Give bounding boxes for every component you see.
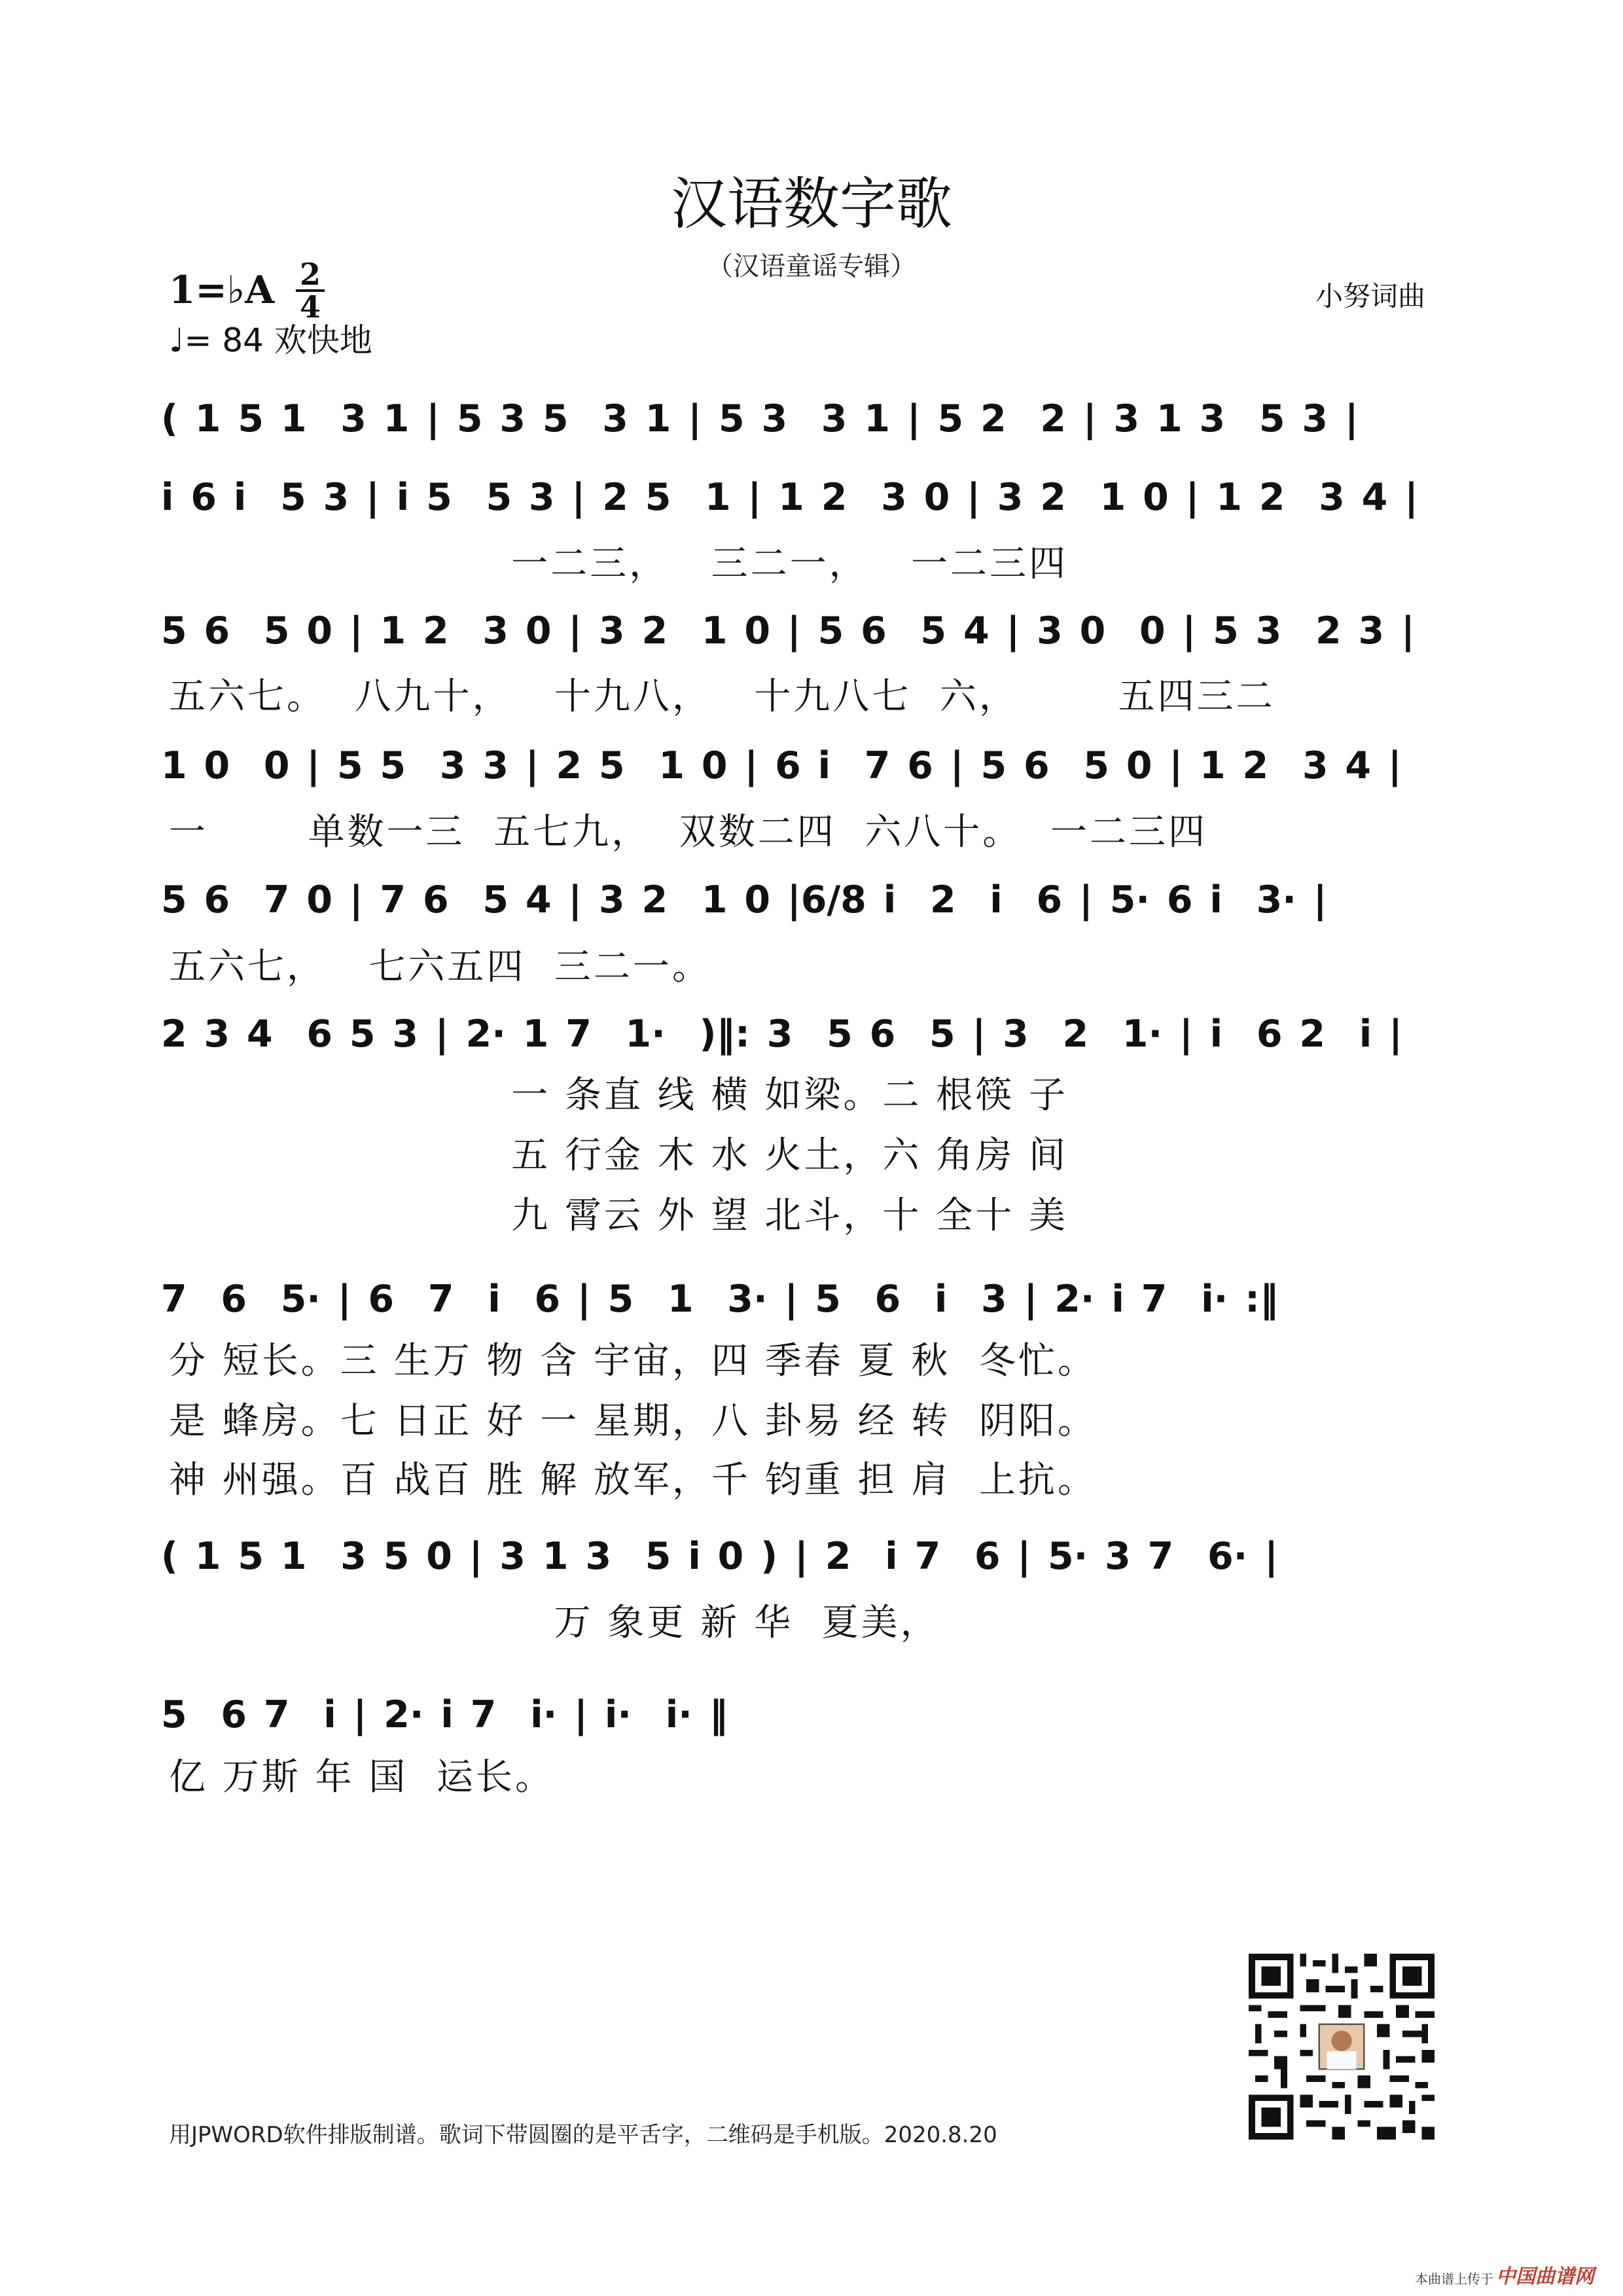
meter-top: 2: [299, 257, 321, 292]
melody-line-6: 2 3 4 6 5 3 | 2· 1 7 1· )‖: 3 5 6 5 | 3 2 1· | i 6 2 i |: [161, 1013, 1402, 1056]
key-signature: 1=♭A: [169, 268, 275, 312]
melody-line-9: 5 6 7 i | 2· i 7 i· | i· i· ‖: [161, 1693, 728, 1736]
lyric-line-3: 五六七。 八九十， 十九八， 十九八七 六， 五四三二: [169, 675, 1275, 718]
lyric-line-9: 亿 万斯 年 国 运长。: [169, 1756, 555, 1799]
composer-credit: 小努词曲: [1315, 280, 1426, 312]
lyric-line-6a: 一 条直 线 横 如梁。二 根筷 子: [169, 1074, 1069, 1117]
page-subtitle: （汉语童谣专辑）: [707, 251, 916, 281]
lyric-line-6b: 五 行金 木 水 火土，六 角房 间: [169, 1134, 1069, 1177]
melody-line-8: ( 1 5 1 3 5 0 | 3 1 3 5 i 0 ) | 2 i 7 6 | 5· 3 7 6· |: [161, 1535, 1278, 1578]
qr-code[interactable]: [1249, 1954, 1435, 2140]
lyric-line-2: 一二三， 三二一， 一二三四: [169, 543, 1069, 585]
lyric-line-8: 万 象更 新 华 夏美，: [169, 1602, 940, 1644]
site-logo[interactable]: 中国曲谱网: [1496, 2265, 1594, 2288]
tempo-marking: ♩= 84 欢快地: [169, 321, 372, 359]
lyric-line-7a: 分 短长。三 生万 物 含 宇宙，四 季春 夏 秋 冬忙。: [169, 1340, 1097, 1382]
lyric-line-7b: 是 蜂房。七 日正 好 一 星期，八 卦易 经 转 阴阳。: [169, 1400, 1097, 1443]
meter-bottom: 4: [299, 289, 321, 325]
lyric-line-4: 一 单数一三 五七九， 双数二四 六八十。 一二三四: [169, 811, 1208, 853]
qr-code-graphic: [1249, 1954, 1435, 2140]
lyric-line-7c: 神 州强。百 战百 胜 解 放军，千 钧重 担 肩 上抗。: [169, 1459, 1097, 1501]
melody-line-7: 7 6 5· | 6 7 i 6 | 5 1 3· | 5 6 i 3 | 2· i 7 i· :‖: [161, 1278, 1279, 1321]
melody-line-2: i 6 i 5 3 | i 5 5 3 | 2 5 1 | 1 2 3 0 | 3 2 1 0 | 1 2 3 4 |: [161, 476, 1418, 519]
upload-note: 本曲谱上传于: [1415, 2271, 1493, 2287]
lyric-line-6c: 九 霄云 外 望 北斗，十 全十 美: [169, 1194, 1069, 1237]
melody-line-4: 1 0 0 | 5 5 3 3 | 2 5 1 0 | 6 i 7 6 | 5 6 5 0 | 1 2 3 4 |: [161, 744, 1402, 787]
melody-line-5: 5 6 7 0 | 7 6 5 4 | 3 2 1 0 |6/8 i 2 i 6 | 5· 6 i 3· |: [161, 878, 1327, 922]
time-signature: [296, 257, 325, 325]
melody-line-3: 5 6 5 0 | 1 2 3 0 | 3 2 1 0 | 5 6 5 4 | 3 0 0 | 5 3 2 3 |: [161, 609, 1415, 653]
page-title: 汉语数字歌: [671, 171, 952, 237]
footnote: 用JPWORD软件排版制谱。歌词下带圆圈的是平舌字，二维码是手机版。2020.8.20: [169, 2122, 997, 2148]
lyric-line-5: 五六七， 七六五四 三二一。: [169, 946, 712, 988]
melody-line-1: ( 1 5 1 3 1 | 5 3 5 3 1 | 5 3 3 1 | 5 2 2 | 3 1 3 5 3 |: [161, 397, 1359, 440]
